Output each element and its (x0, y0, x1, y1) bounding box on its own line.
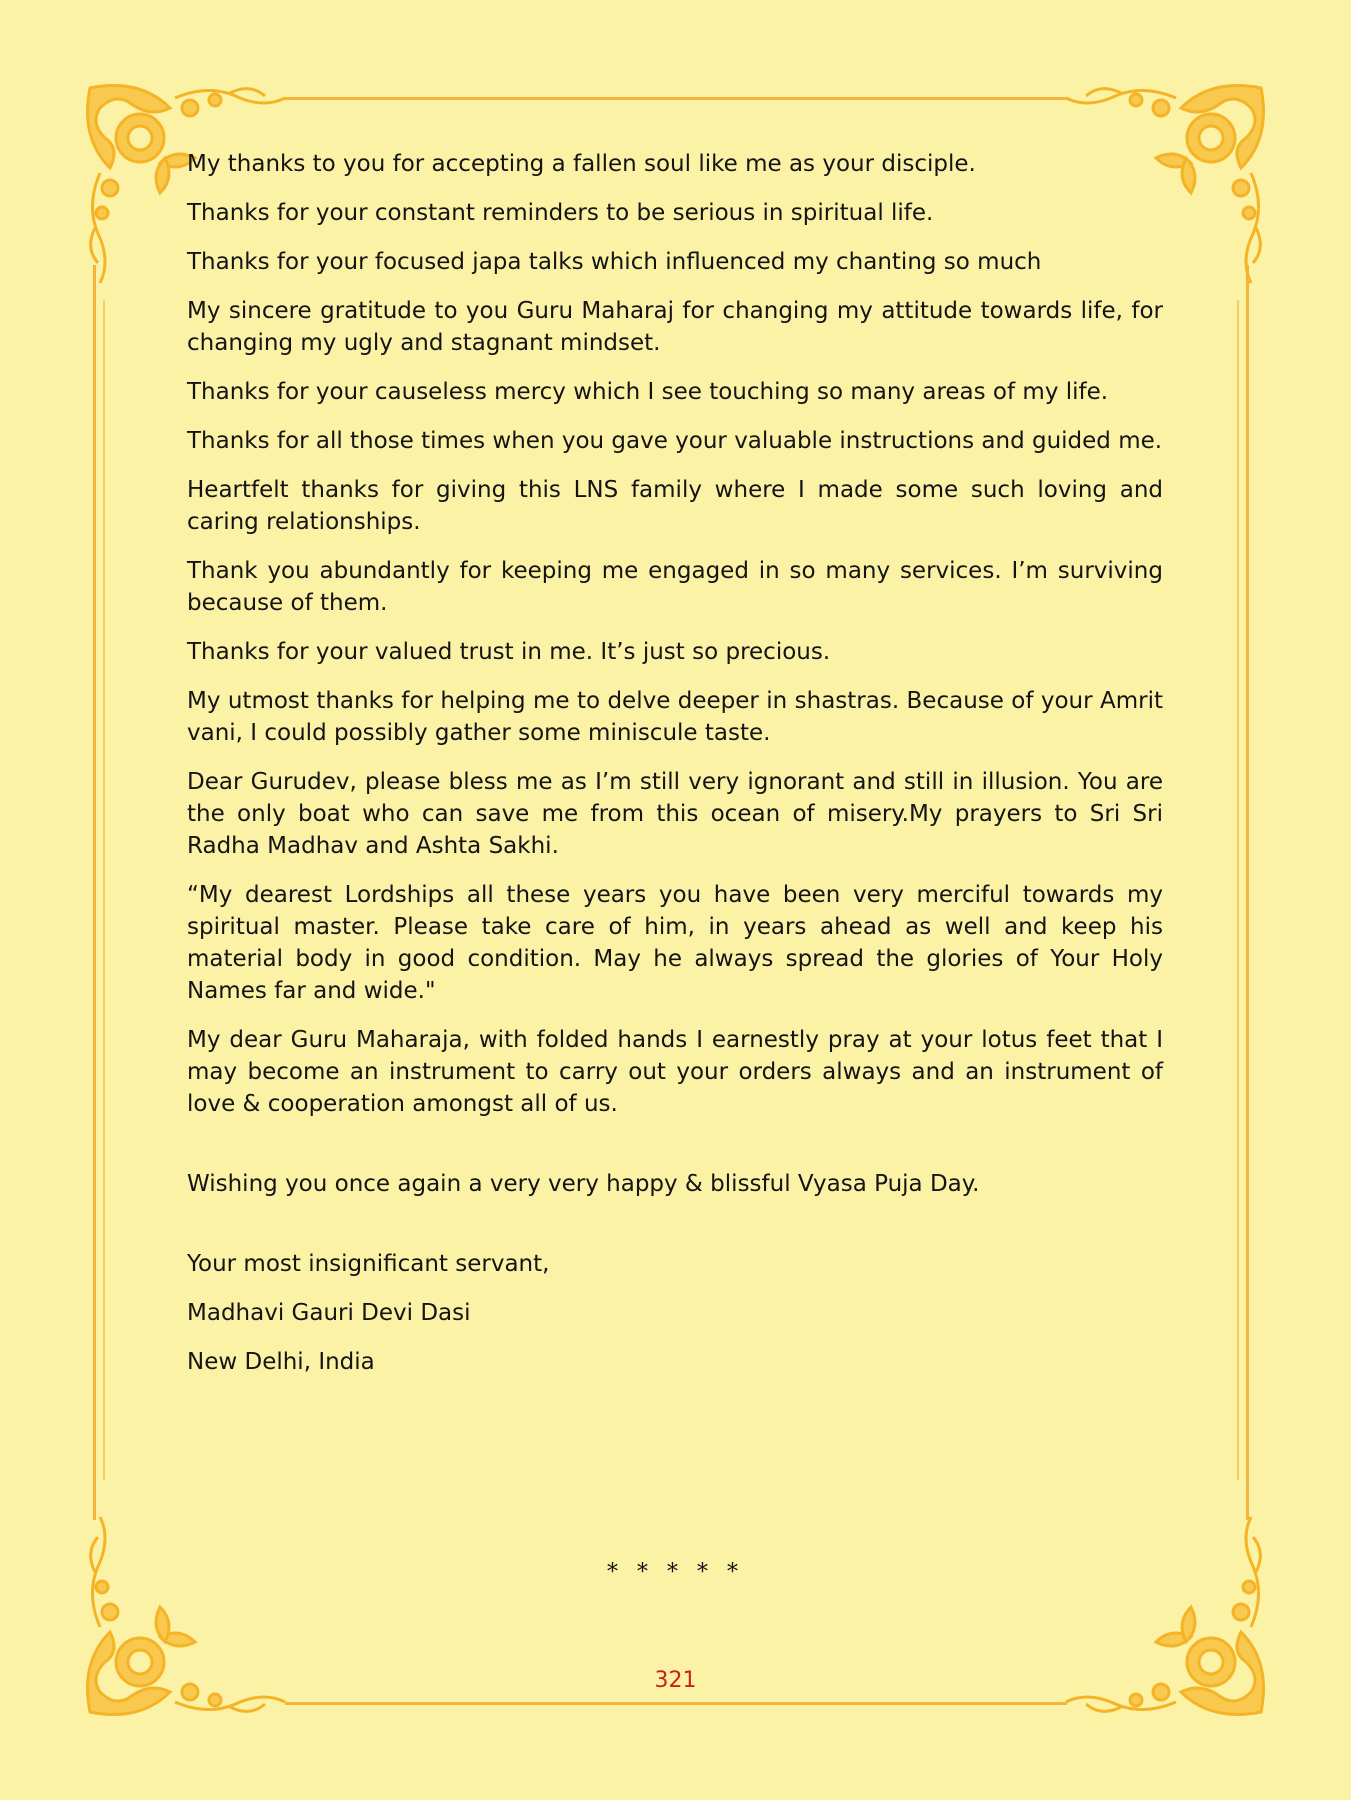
signature-closing: Your most insignificant servant, (187, 1251, 550, 1277)
paragraph: Thanks for your valued trust in me. It’s just so precious. (187, 639, 831, 665)
paragraph: Thanks for your focused japa talks which influenced my chanting so much (187, 249, 1042, 275)
border-top-line (285, 97, 1067, 100)
signature-block (187, 1248, 1163, 1378)
wishing-line: Wishing you once again a very very happy & blissful Vyasa Puja Day. (187, 1171, 980, 1197)
paragraph: My utmost thanks for helping me to delve deeper in shastras. Because of your Amrit vani, I could possibly gather some miniscule taste. (187, 688, 1163, 746)
page-number: 321 (654, 1668, 697, 1693)
border-bottom-line (285, 1702, 1067, 1705)
paragraph: Heartfelt thanks for giving this LNS family where I made some such loving and caring relationships. (187, 477, 1163, 535)
paragraph: Thanks for all those times when you gave your valuable instructions and guided me. (187, 428, 1163, 454)
letter-body (187, 148, 1163, 1395)
border-left-inner-line (103, 300, 105, 1480)
paragraph: Thank you abundantly for keeping me engaged in so many services. I’m surviving because of them. (187, 558, 1163, 616)
paragraph: My thanks to you for accepting a fallen soul like me as your disciple. (187, 151, 976, 177)
paragraph: “My dearest Lordships all these years you have been very merciful towards my spiritual master. Please take care of him, in years ahead as well and keep his material body in good condition. May he always spread the glories of Your Holy Names far and wide." (187, 882, 1163, 1004)
paragraph: My sincere gratitude to you Guru Maharaj for changing my attitude towards life, for changing my ugly and stagnant mindset. (187, 298, 1163, 356)
paragraph: My dear Guru Maharaja, with folded hands I earnestly pray at your lotus feet that I may become an instrument to carry out your orders always and an instrument of love & cooperation amongst all of us. (187, 1027, 1163, 1117)
border-right-line (1246, 265, 1249, 1520)
paragraph: Dear Gurudev, please bless me as I’m still very ignorant and still in illusion. You are the only boat who can save me from this ocean of misery.My prayers to Sri Sri Radha Madhav and Ashta Sakhi. (187, 769, 1163, 859)
border-left-line (93, 265, 96, 1520)
border-right-inner-line (1237, 300, 1239, 1480)
signature-location: New Delhi, India (187, 1349, 375, 1375)
paragraph: Thanks for your constant reminders to be serious in spiritual life. (187, 200, 934, 226)
section-separator: * * * * * (607, 1560, 744, 1585)
paragraph: Thanks for your causeless mercy which I see touching so many areas of my life. (187, 379, 1109, 405)
signature-name: Madhavi Gauri Devi Dasi (187, 1300, 471, 1326)
